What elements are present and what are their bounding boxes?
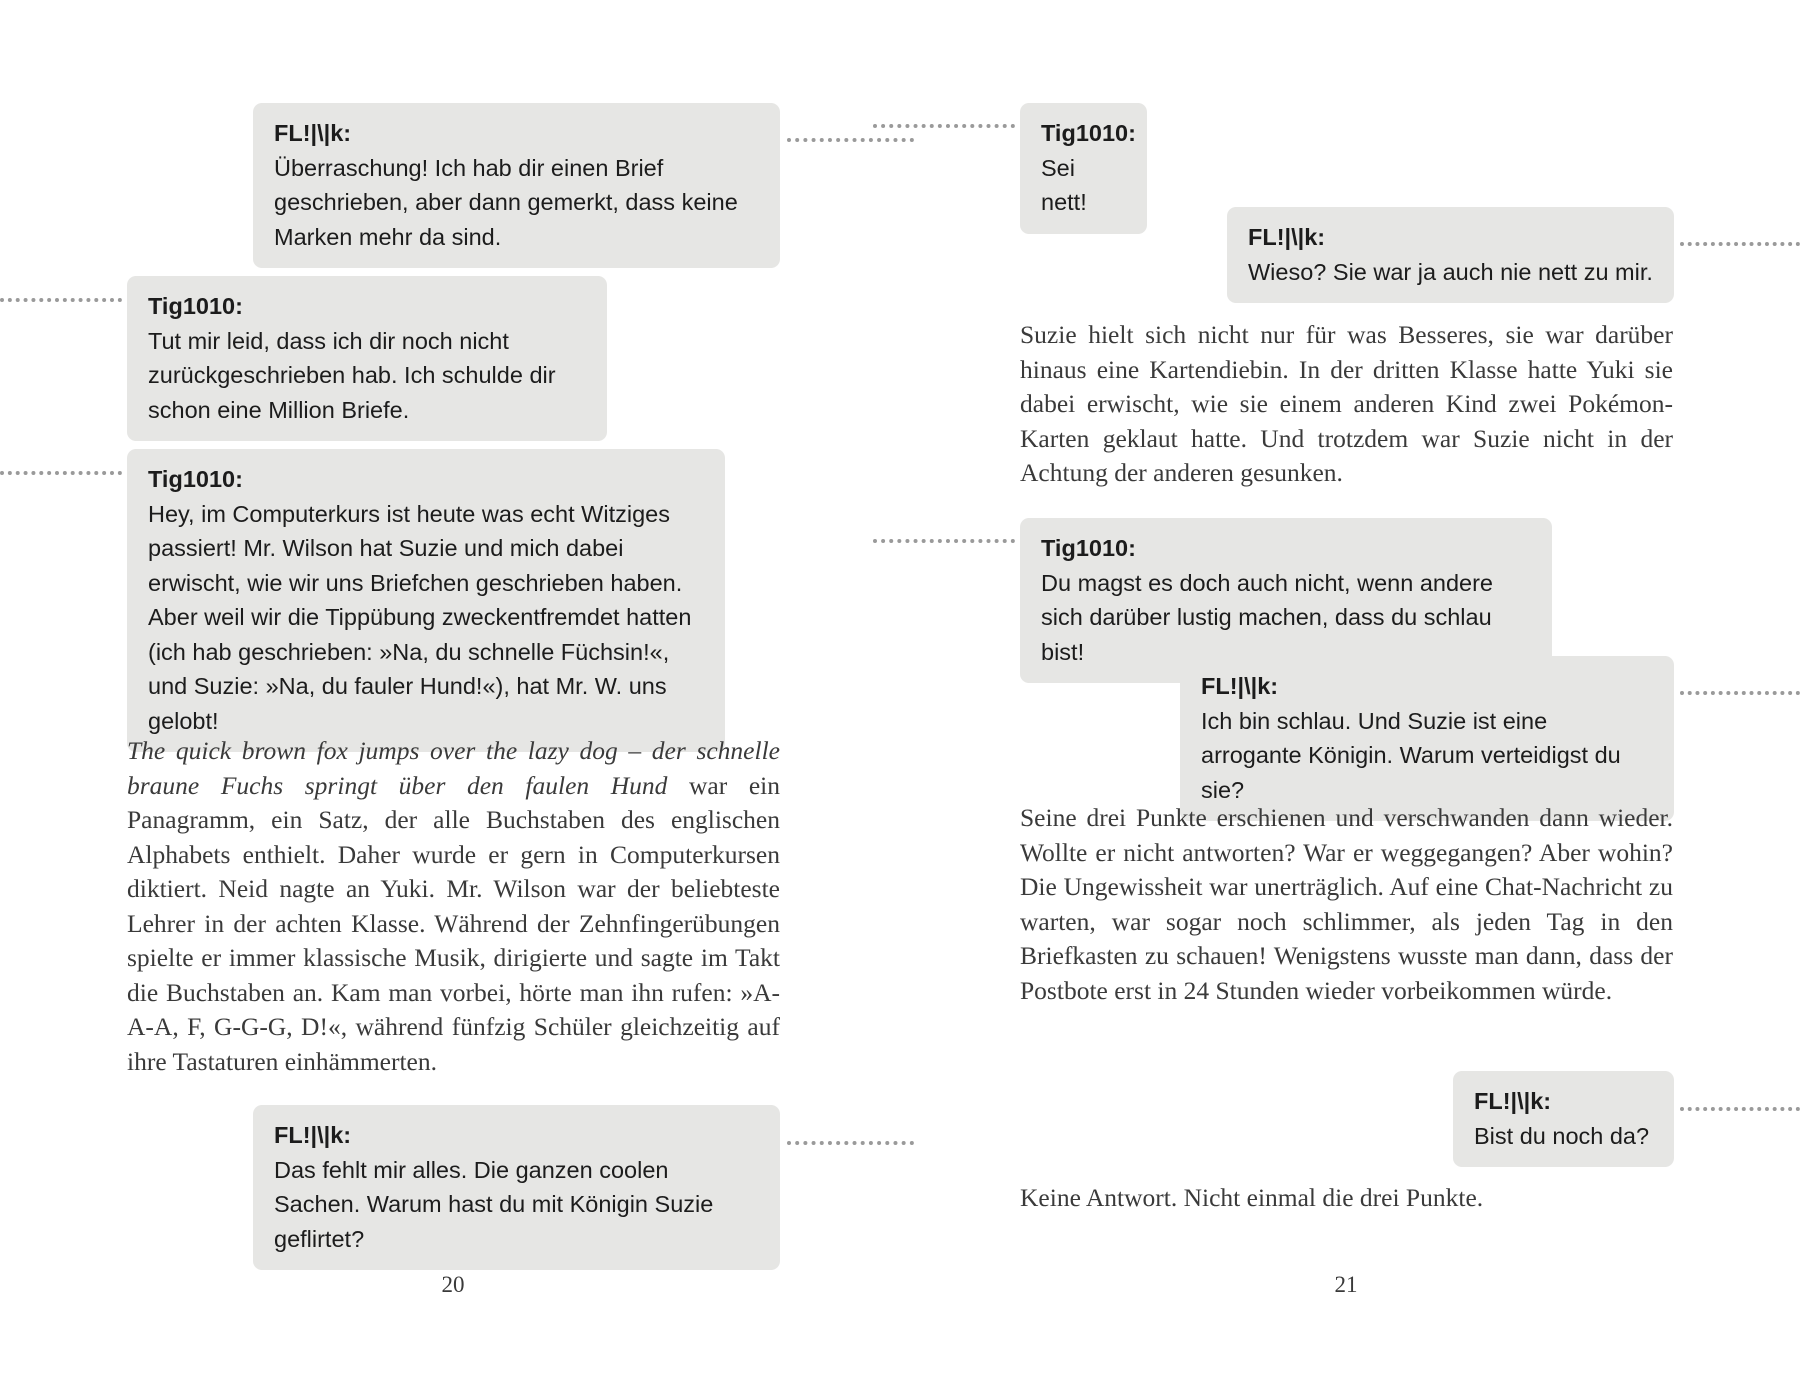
- message-sender: FL!|\|k:: [1248, 224, 1326, 250]
- chat-bubble-tig-sei-nett: [1020, 103, 1147, 234]
- dotted-connector: [873, 539, 1015, 543]
- chat-bubble-tig-apology: [127, 276, 607, 441]
- page-number-right: 21: [1334, 1272, 1358, 1297]
- message-sender: Tig1010:: [1041, 120, 1136, 146]
- chat-bubble-tig-computerkurs: [127, 449, 725, 752]
- message-text: Wieso? Sie war ja auch nie nett zu mir.: [1248, 258, 1653, 285]
- chat-bubble-flink-wieso: [1227, 207, 1674, 303]
- chat-bubble-flink-letter: [253, 103, 780, 268]
- message-sender: FL!|\|k:: [274, 120, 352, 146]
- dotted-connector: [873, 124, 1015, 128]
- dotted-connector: [0, 471, 122, 475]
- message-sender: FL!|\|k:: [1474, 1088, 1552, 1114]
- dotted-connector: [0, 298, 122, 302]
- dotted-connector: [1680, 242, 1800, 246]
- dotted-connector: [1680, 1107, 1800, 1111]
- message-text: Bist du noch da?: [1474, 1122, 1650, 1149]
- chat-bubble-flink-arrogant: [1180, 656, 1674, 821]
- message-sender: Tig1010:: [1041, 535, 1136, 561]
- paragraph-text: Seine drei Punkte erschienen und verschwanden dann wieder. Wollte er nicht antworten? War er weggegangen? Aber wohin? Die Ungewissheit war unerträglich. Auf eine Chat-Nachricht zu warten, war sogar noch schlimmer, als jeden Tag in den Briefkasten zu schauen! Wenigstens wusste man dann, dass der Postbote erst in 24 Stunden wieder vorbeikommen würde.: [1020, 803, 1673, 1005]
- chat-bubble-flink-noch-da: [1453, 1071, 1674, 1167]
- paragraph-text: war ein Panagramm, ein Satz, der alle Buchstaben des englischen Alphabets enthielt. Daher wurde er gern in Computerkursen diktiert. Neid nagte an Yuki. Mr. Wilson war der beliebteste Lehrer in der achten Klasse. Während der Zehnfingerübungen spielte er immer klassische Musik, dirigierte und sagte im Takt die Buchstaben an. Kam man vorbei, hörte man ihn rufen: »A-A-A, F, G-G-G, D!«, während fünfzig Schüler gleichzeitig auf ihre Tastaturen einhämmerten.: [127, 770, 780, 1076]
- message-text: Ich bin schlau. Und Suzie ist eine arrogante Königin. Warum verteidigst du sie?: [1201, 707, 1621, 803]
- dotted-connector: [787, 138, 914, 142]
- message-sender: Tig1010:: [148, 466, 243, 492]
- paragraph-panagramm: [127, 734, 780, 1079]
- message-sender: FL!|\|k:: [1201, 673, 1279, 699]
- message-sender: Tig1010:: [148, 293, 243, 319]
- message-text: Überraschung! Ich hab dir einen Brief geschrieben, aber dann gemerkt, dass keine Marken mehr da sind.: [274, 154, 738, 250]
- chat-bubble-flink-flirt: [253, 1105, 780, 1270]
- page-number-left: 20: [441, 1272, 465, 1297]
- message-text: Das fehlt mir alles. Die ganzen coolen Sachen. Warum hast du mit Königin Suzie geflirtet?: [274, 1156, 714, 1252]
- paragraph-kartendiebin: [1020, 318, 1673, 491]
- paragraph-text: Keine Antwort. Nicht einmal die drei Punkte.: [1020, 1183, 1484, 1212]
- message-text: Tut mir leid, dass ich dir noch nicht zurückgeschrieben hab. Ich schulde dir schon eine Million Briefe.: [148, 327, 556, 423]
- dotted-connector: [787, 1141, 914, 1145]
- paragraph-keine-antwort: [1020, 1181, 1673, 1216]
- message-sender: FL!|\|k:: [274, 1122, 352, 1148]
- message-text: Du magst es doch auch nicht, wenn andere sich darüber lustig machen, dass du schlau bist!: [1041, 569, 1493, 665]
- dotted-connector: [1680, 691, 1800, 695]
- italic-quote: The quick brown fox jumps over the lazy dog – der schnelle braune Fuchs springt über den faulen Hund: [127, 736, 780, 800]
- paragraph-text: Suzie hielt sich nicht nur für was Besseres, sie war darüber hinaus eine Kartendiebin. In der dritten Klasse hatte Yuki sie dabei erwischt, wie sie einem anderen Kind zwei Pokémon-Karten geklaut hatte. Und trotzdem war Suzie nicht in der Achtung der anderen gesunken.: [1020, 320, 1673, 487]
- paragraph-drei-punkte: [1020, 801, 1673, 1008]
- message-text: Hey, im Computerkurs ist heute was echt Witziges passiert! Mr. Wilson hat Suzie und mich dabei erwischt, wie wir uns Briefchen geschrieben haben. Aber weil wir die Tippübung zweckentfremdet hatten (ich hab geschrieben: »Na, du schnelle Füchsin!«, und Suzie: »Na, du fauler Hund!«), hat Mr. W. uns gelobt!: [148, 500, 692, 734]
- message-text: Sei nett!: [1041, 154, 1087, 215]
